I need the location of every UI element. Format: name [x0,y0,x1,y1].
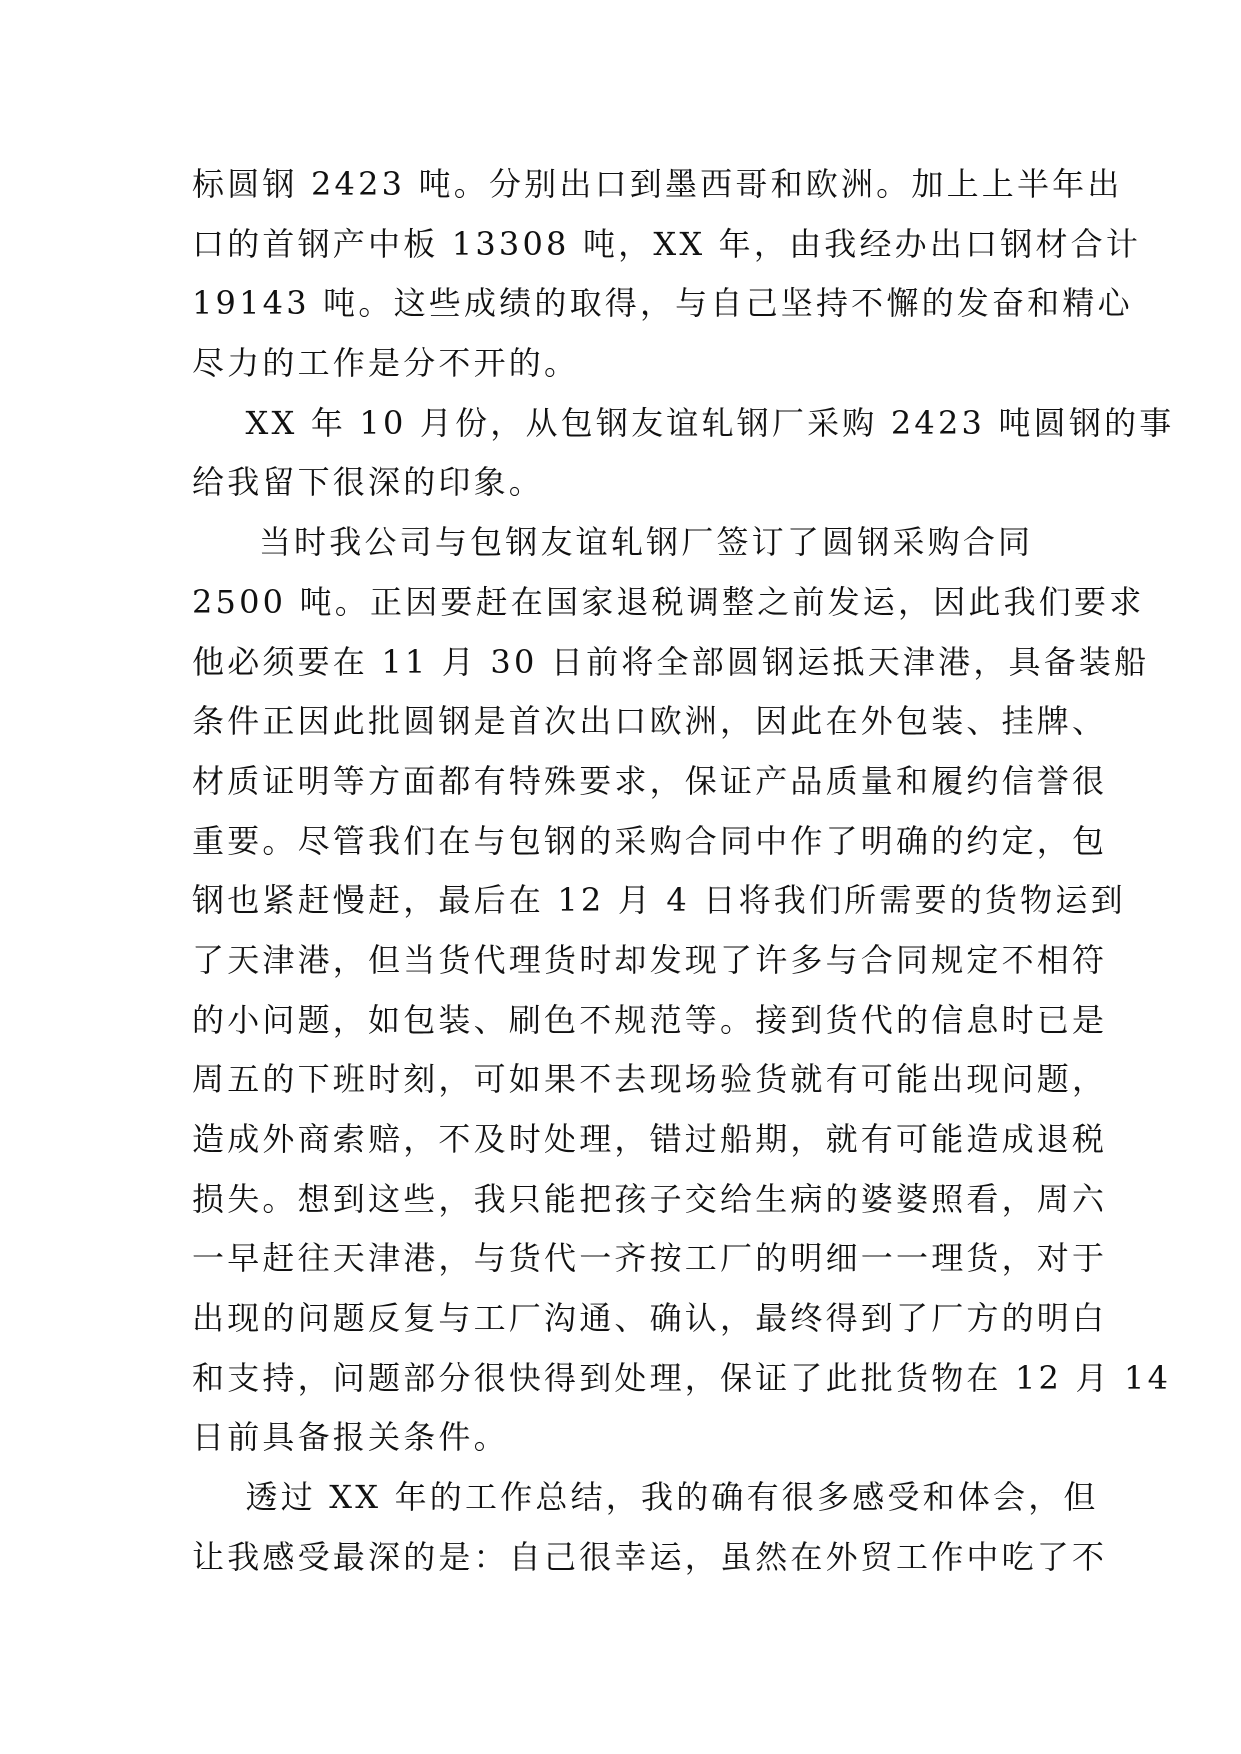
text-line: 当时我公司与包钢友谊轧钢厂签订了圆钢采购合同 [192,523,1034,562]
text-line: 标圆钢 2423 吨。分别出口到墨西哥和欧洲。加上上半年出 [192,165,1123,203]
text-line: 口的首钢产中板 13308 吨，XX 年，由我经办出口钢材合计 [192,224,1142,263]
text-line: 损失。想到这些，我只能把孩子交给生病的婆婆照看，周六 [192,1179,1108,1218]
text-line: 尽力的工作是分不开的。 [192,344,580,383]
text-line: 19143 吨。这些成绩的取得，与自己坚持不懈的发奋和精心 [192,284,1133,323]
text-line: 了天津港，但当货代理货时却发现了许多与合同规定不相符 [192,940,1108,979]
text-line: 2500 吨。正因要赶在国家退税调整之前发运，因此我们要求 [192,582,1145,621]
paragraph-4 [192,1468,1108,1587]
text-line: 条件正因此批圆钢是首次出口欧洲，因此在外包装、挂牌、 [192,702,1108,741]
paragraph-2 [192,394,1175,513]
text-line: 他必须要在 11 月 30 日前将全部圆钢运抵天津港，具备装船 [192,642,1150,681]
text-line: 重要。尽管我们在与包钢的采购合同中作了明确的约定，包 [192,821,1108,860]
paragraph-3 [192,513,1172,1468]
text-line: 材质证明等方面都有特殊要求，保证产品质量和履约信誉很 [192,761,1108,800]
text-line: 钢也紧赶慢赶，最后在 12 月 4 日将我们所需要的货物运到 [192,881,1126,920]
text-line: 出现的问题反复与工厂沟通、确认，最终得到了厂方的明白 [192,1299,1108,1338]
text-line: 的小问题，如包装、刷色不规范等。接到货代的信息时已是 [192,1000,1108,1039]
text-line: XX 年 10 月份，从包钢友谊轧钢厂采购 2423 吨圆钢的事 [192,403,1175,442]
text-line: 让我感受最深的是：自己很幸运，虽然在外贸工作中吃了不 [192,1537,1108,1576]
text-line: 造成外商索赔，不及时处理，错过船期，就有可能造成退税 [192,1120,1108,1158]
text-line: 给我留下很深的印象。 [192,463,545,502]
text-line: 一早赶往天津港，与货代一齐按工厂的明细一一理货，对于 [192,1239,1108,1278]
text-line: 周五的下班时刻，可如果不去现场验货就有可能出现问题， [192,1060,1108,1099]
text-line: 和支持，问题部分很快得到处理，保证了此批货物在 12 月 14 [192,1358,1172,1397]
text-line: 透过 XX 年的工作总结，我的确有很多感受和体会，但 [192,1478,1099,1517]
text-line: 日前具备报关条件。 [192,1418,509,1457]
document-body [192,155,1175,1588]
paragraph-1 [192,155,1142,394]
